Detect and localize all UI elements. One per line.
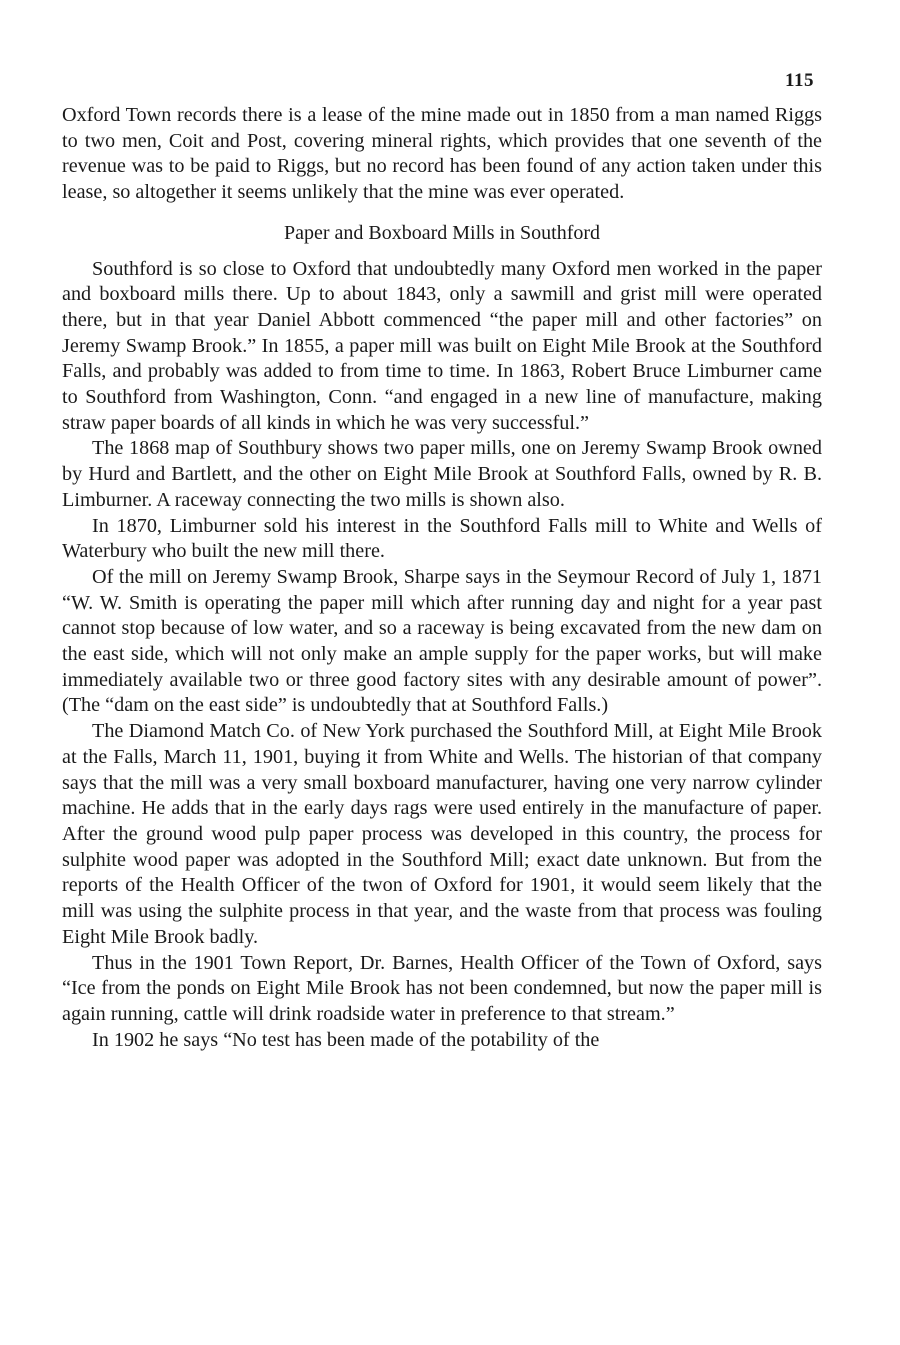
section-heading: Paper and Boxboard Mills in Southford	[283, 221, 601, 244]
paragraph-1870-sale: In 1870, Limburner sold his interest in the Southford Falls mill to White and Wells of Waterbury who built the new mill there.	[62, 514, 822, 563]
paragraph-1901-report: Thus in the 1901 Town Report, Dr. Barnes, Health Officer of the Town of Oxford, says “Ice from the ponds on Eight Mile Brook has not been condemned, but now the paper mill is again running, cattle will drink roadside water in preference to that stream.”	[62, 951, 822, 1025]
opening-paragraph: Oxford Town records there is a lease of the mine made out in 1850 from a man named Riggs to two men, Coit and Post, covering mineral rights, which provides that one seventh of the revenue was to be paid to Riggs, but no record has been found of any action taken under this lease, so altogether it seems unlikely that the mine was ever operated.	[62, 104, 822, 204]
paragraph-jeremy-swamp-mill: Of the mill on Jeremy Swamp Brook, Sharpe says in the Seymour Record of July 1, 1871 “W. W. Smith is operating the paper mill which after running day and night for a year past cannot stop because of low water, and so a raceway is being excavated from the new dam on the east side, which will not only make an ample supply for the paper works, but will make immediately available two or three good factory sites with any desirable amount of power”. (The “dam on the east side” is undoubtedly that at Southford Falls.)	[62, 565, 822, 717]
paragraph-1902-report: In 1902 he says “No test has been made of the potability of the	[92, 1028, 600, 1051]
body-text	[62, 103, 822, 1053]
paragraph-diamond-match: The Diamond Match Co. of New York purchased the Southford Mill, at Eight Mile Brook at the Falls, March 11, 1901, buying it from White and Wells. The historian of that company says that the mill was a very small boxboard manufacturer, having one very narrow cylinder machine. He adds that in the early days rags were used entirely in the manufacture of paper. After the ground wood pulp paper process was developed in this country, the process for sulphite wood paper was adopted in the Southford Mill; exact date unknown. But from the reports of the Health Officer of the twon of Oxford for 1901, it would seem likely that the mill was using the sulphite process in that year, and the waste from that process was fouling Eight Mile Brook badly.	[62, 720, 822, 948]
page-number: 115	[785, 70, 814, 91]
paragraph-southford-intro: Southford is so close to Oxford that undoubtedly many Oxford men worked in the paper and boxboard mills there. Up to about 1843, only a sawmill and grist mill were operated there, but in that year Daniel Abbott commenced “the paper mill and other factories” on Jeremy Swamp Brook.” In 1855, a paper mill was built on Eight Mile Brook at the Southford Falls, and probably was added to from time to time. In 1863, Robert Bruce Limburner came to Southford from Washington, Conn. “and engaged in a new line of manufacture, making straw paper boards of all kinds in which he was very successful.”	[62, 257, 822, 434]
paragraph-1868-map: The 1868 map of Southbury shows two paper mills, one on Jeremy Swamp Brook owned by Hurd and Bartlett, and the other on Eight Mile Brook at Southford Falls, owned by R. B. Limburner. A raceway connecting the two mills is shown also.	[62, 437, 822, 511]
